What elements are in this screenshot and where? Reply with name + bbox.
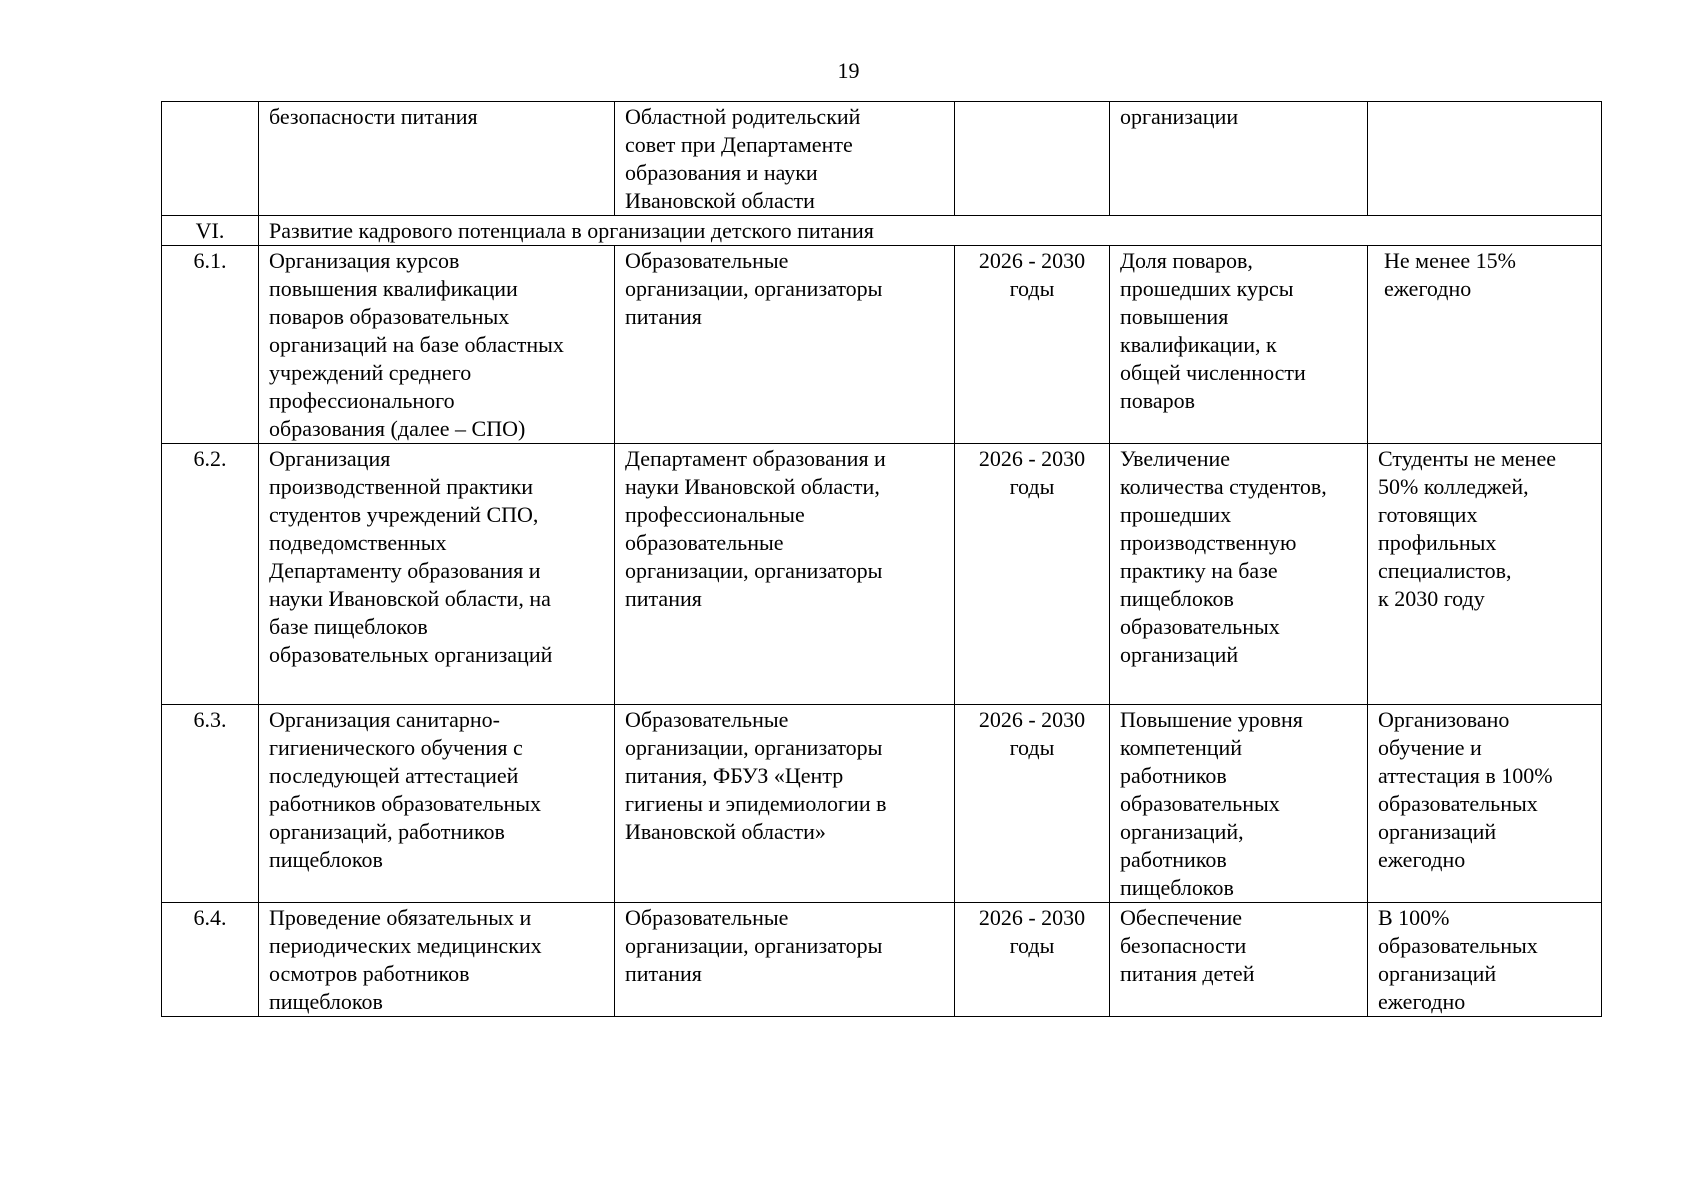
- cell-line: обучение и: [1378, 735, 1482, 760]
- cell-activity: [259, 705, 615, 903]
- action-plan-table: [161, 101, 1602, 1017]
- cell-line: прошедших курсы: [1120, 276, 1294, 301]
- cell-line: готовящих: [1378, 502, 1478, 527]
- cell-line: организации, организаторы: [625, 735, 883, 760]
- cell-line: 2026 - 2030: [978, 707, 1086, 732]
- cell-line: Не менее 15%: [1384, 248, 1516, 273]
- cell-line: последующей аттестацией: [269, 763, 519, 788]
- cell-line: общей численности: [1120, 360, 1306, 385]
- cell-number: [162, 102, 259, 216]
- cell-line: организаций,: [1120, 819, 1244, 844]
- cell-line: Организация курсов: [269, 248, 460, 273]
- section-number: VI.: [162, 216, 259, 246]
- cell-number: 6.2.: [162, 444, 259, 705]
- cell-executors: [615, 903, 955, 1017]
- cell-line: учреждений среднего: [269, 360, 472, 385]
- table-row-continuation: [162, 102, 1602, 216]
- cell-line: пищеблоков: [269, 989, 383, 1014]
- section-title: Развитие кадрового потенциала в организации детского питания: [259, 216, 1602, 246]
- cell-line: пищеблоков: [269, 847, 383, 872]
- cell-indicator: [1110, 705, 1368, 903]
- cell-line: Организация: [269, 446, 391, 471]
- cell-period: [955, 903, 1110, 1017]
- cell-line: поваров: [1120, 388, 1196, 413]
- cell-line: образования (далее – СПО): [269, 416, 526, 441]
- cell-line: студентов учреждений СПО,: [269, 502, 539, 527]
- cell-line: специалистов,: [1378, 558, 1512, 583]
- cell-line: Ивановской области»: [625, 819, 826, 844]
- cell-line: Образовательные: [625, 905, 789, 930]
- cell-line: Студенты не менее: [1378, 446, 1556, 471]
- cell-line: Ивановской области: [625, 188, 815, 213]
- cell-line: организации, организаторы: [625, 558, 883, 583]
- cell-executors: [615, 444, 955, 705]
- cell-line: Повышение уровня: [1120, 707, 1303, 732]
- cell-line: годы: [1009, 474, 1055, 499]
- cell-line: профильных: [1378, 530, 1497, 555]
- cell-line: повышения: [1120, 304, 1229, 329]
- cell-line: компетенций: [1120, 735, 1243, 760]
- cell-line: совет при Департаменте: [625, 132, 853, 157]
- cell-line: организации: [1120, 104, 1239, 129]
- cell-line: питания, ФБУЗ «Центр: [625, 763, 844, 788]
- cell-line: ежегодно: [1378, 847, 1466, 872]
- cell-line: В 100%: [1378, 905, 1450, 930]
- cell-target: [1368, 102, 1602, 216]
- cell-line: годы: [1009, 735, 1055, 760]
- cell-line: пищеблоков: [1120, 875, 1234, 900]
- cell-executors: [615, 705, 955, 903]
- cell-indicator: [1110, 903, 1368, 1017]
- cell-line: Доля поваров,: [1120, 248, 1253, 273]
- cell-line: образовательных: [1120, 791, 1280, 816]
- cell-line: работников: [1120, 763, 1227, 788]
- cell-period: [955, 102, 1110, 216]
- table-row: [162, 444, 1602, 705]
- cell-line: квалификации, к: [1120, 332, 1277, 357]
- cell-line: аттестация в 100%: [1378, 763, 1553, 788]
- cell-line: образовательных организаций: [269, 642, 553, 667]
- cell-line: организации, организаторы: [625, 933, 883, 958]
- cell-line: ежегодно: [1384, 276, 1472, 301]
- cell-line: производственной практики: [269, 474, 534, 499]
- cell-line: организации, организаторы: [625, 276, 883, 301]
- cell-line: организаций: [1120, 642, 1239, 667]
- cell-line: Увеличение: [1120, 446, 1231, 471]
- cell-target: [1368, 246, 1602, 444]
- cell-indicator: [1110, 444, 1368, 705]
- cell-period: [955, 246, 1110, 444]
- cell-line: Обеспечение: [1120, 905, 1242, 930]
- cell-line: организаций на базе областных: [269, 332, 564, 357]
- cell-line: 2026 - 2030: [978, 248, 1086, 273]
- cell-indicator: [1110, 246, 1368, 444]
- table-row: [162, 705, 1602, 903]
- cell-number: 6.1.: [162, 246, 259, 444]
- cell-line: прошедших: [1120, 502, 1232, 527]
- cell-line: науки Ивановской области,: [625, 474, 880, 499]
- cell-period: [955, 705, 1110, 903]
- cell-activity: [259, 246, 615, 444]
- section-heading-row: [162, 216, 1602, 246]
- cell-line: Образовательные: [625, 707, 789, 732]
- cell-activity: [259, 903, 615, 1017]
- cell-line: питания: [625, 304, 702, 329]
- cell-line: 2026 - 2030: [978, 905, 1086, 930]
- page-number: 19: [837, 58, 860, 83]
- cell-line: образования и науки: [625, 160, 818, 185]
- cell-number: 6.3.: [162, 705, 259, 903]
- cell-line: 50% колледжей,: [1378, 474, 1529, 499]
- cell-line: образовательные: [625, 530, 784, 555]
- cell-line: производственную: [1120, 530, 1297, 555]
- cell-activity: [259, 102, 615, 216]
- cell-line: количества студентов,: [1120, 474, 1327, 499]
- cell-line: ежегодно: [1378, 989, 1466, 1014]
- cell-line: организаций, работников: [269, 819, 505, 844]
- cell-line: практику на базе: [1120, 558, 1278, 583]
- cell-line: работников образовательных: [269, 791, 542, 816]
- cell-target: [1368, 705, 1602, 903]
- cell-line: науки Ивановской области, на: [269, 586, 551, 611]
- cell-executors: [615, 102, 955, 216]
- cell-line: повышения квалификации: [269, 276, 518, 301]
- cell-line: пищеблоков: [1120, 586, 1234, 611]
- cell-period: [955, 444, 1110, 705]
- cell-line: годы: [1009, 276, 1055, 301]
- cell-line: 2026 - 2030: [978, 446, 1086, 471]
- table-row: [162, 903, 1602, 1017]
- cell-line: питания: [625, 961, 702, 986]
- cell-line: периодических медицинских: [269, 933, 542, 958]
- cell-line: питания детей: [1120, 961, 1255, 986]
- cell-line: безопасности: [1120, 933, 1247, 958]
- cell-line: образовательных: [1378, 791, 1538, 816]
- cell-target: [1368, 903, 1602, 1017]
- cell-line: поваров образовательных: [269, 304, 510, 329]
- cell-line: организаций: [1378, 819, 1497, 844]
- cell-line: Департаменту образования и: [269, 558, 541, 583]
- cell-line: профессионального: [269, 388, 455, 413]
- cell-line: Организовано: [1378, 707, 1510, 732]
- cell-indicator: [1110, 102, 1368, 216]
- cell-line: безопасности питания: [269, 104, 478, 129]
- cell-line: гигиенического обучения с: [269, 735, 523, 760]
- cell-line: к 2030 году: [1378, 586, 1485, 611]
- cell-line: осмотров работников: [269, 961, 470, 986]
- cell-line: Областной родительский: [625, 104, 861, 129]
- cell-number: 6.4.: [162, 903, 259, 1017]
- cell-line: питания: [625, 586, 702, 611]
- table-row: [162, 246, 1602, 444]
- cell-target: [1368, 444, 1602, 705]
- cell-line: образовательных: [1120, 614, 1280, 639]
- cell-line: подведомственных: [269, 530, 447, 555]
- cell-line: организаций: [1378, 961, 1497, 986]
- cell-line: образовательных: [1378, 933, 1538, 958]
- cell-line: годы: [1009, 933, 1055, 958]
- cell-executors: [615, 246, 955, 444]
- cell-line: Департамент образования и: [625, 446, 886, 471]
- cell-line: работников: [1120, 847, 1227, 872]
- cell-line: Образовательные: [625, 248, 789, 273]
- cell-line: Проведение обязательных и: [269, 905, 532, 930]
- cell-line: Организация санитарно-: [269, 707, 500, 732]
- cell-line: базе пищеблоков: [269, 614, 428, 639]
- cell-activity: [259, 444, 615, 705]
- cell-line: гигиены и эпидемиологии в: [625, 791, 887, 816]
- cell-line: профессиональные: [625, 502, 805, 527]
